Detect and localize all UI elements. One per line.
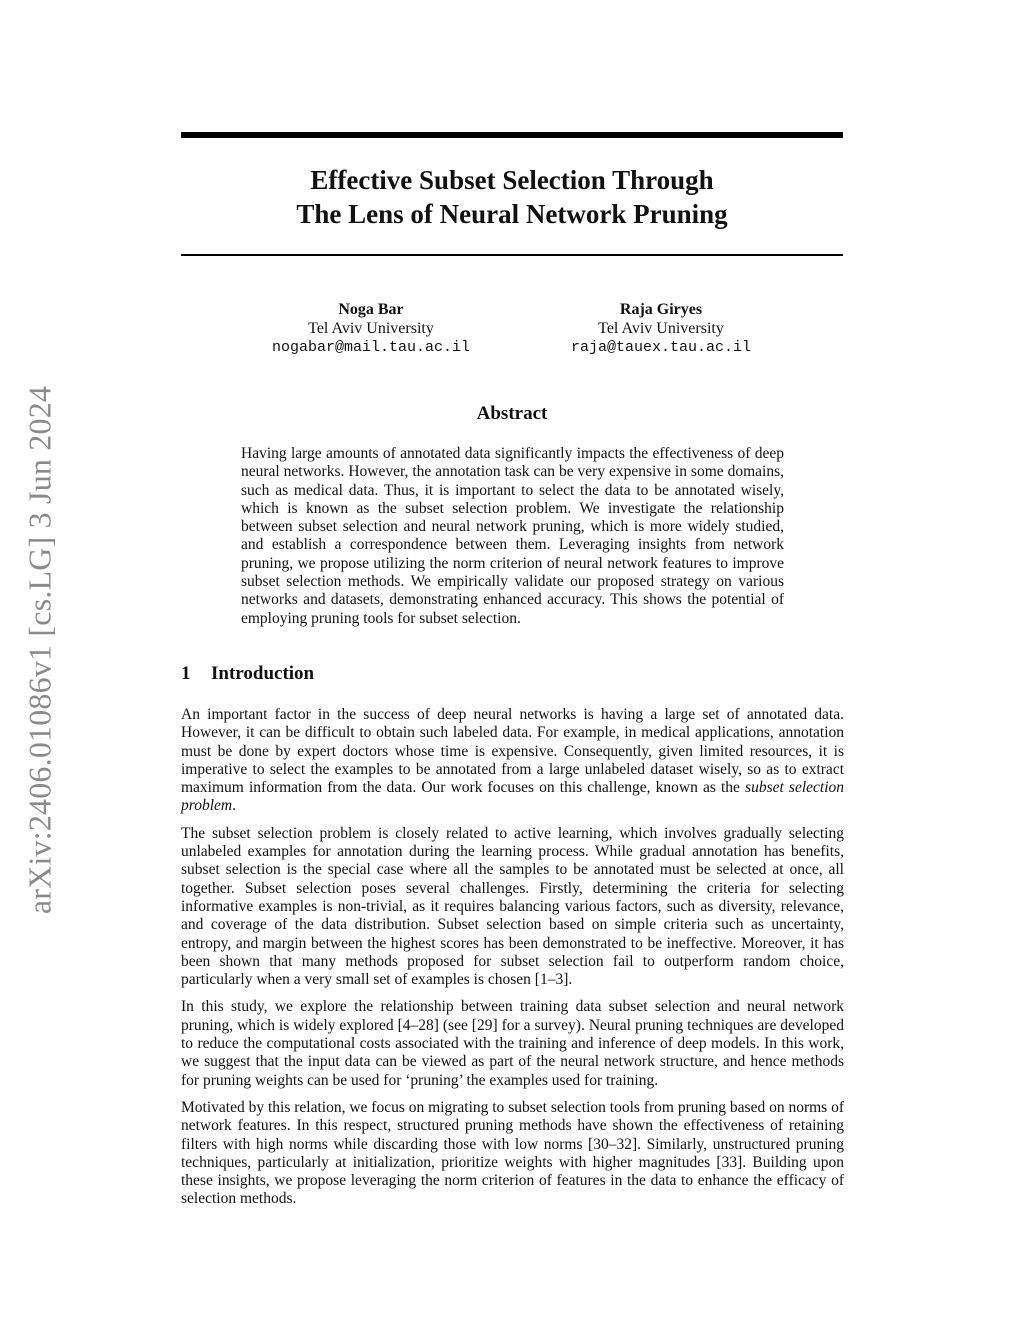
title-rule-top	[181, 132, 843, 138]
author-name: Raja Giryes	[619, 301, 703, 318]
section-heading	[181, 663, 314, 685]
paper-title	[181, 163, 843, 231]
abstract-heading: Abstract	[476, 403, 548, 424]
author-name: Noga Bar	[338, 301, 404, 318]
emphasis-term: subset selection problem	[181, 779, 845, 815]
paper-title-line-1: Effective Subset Selection Through	[310, 165, 714, 195]
paragraph: The subset selection problem is closely related to active learning, which involves gradually selecting unlabeled examples for annotation during the learning process. While gradual annotation has benefits, subset selection is the special case where all the samples to be annotated must be selected at once, all together. Subset selection poses several challenges. Firstly, determining the criteria for selecting informative examples is non-trivial, as it requires balancing various factors, such as diversity, relevance, and coverage of the data distribution. Subset selection based on simple criteria such as uncertainty, entropy, and margin between the highest scores has been demonstrated to be ineffective. Moreover, it has been shown that many methods proposed for subset selection fail to outperform random choice, particularly when a very small set of examples is chosen [1–3].	[181, 824, 844, 989]
paper-title-line-2: The Lens of Neural Network Pruning	[296, 199, 728, 229]
author-email: nogabar@mail.tau.ac.il	[271, 339, 471, 356]
author-block	[531, 300, 791, 357]
section-number: 1	[181, 663, 191, 684]
author-block	[241, 300, 501, 357]
introduction-body	[181, 706, 844, 1218]
author-affiliation: Tel Aviv University	[308, 320, 434, 337]
paragraph-text: An important factor in the success of deep neural networks is having a large set of annotated data. However, it can be difficult to obtain such labeled data. For example, in medical applications, annotation must be done by expert doctors whose time is expensive. Consequently, given limited resources, it is imperative to select the examples to be annotated from a large unlabeled dataset wisely, so as to extract maximum information from the data. Our work focuses on this challenge, known as the	[181, 706, 844, 797]
arxiv-identifier: arXiv:2406.01086v1 [cs.LG] 3 Jun 2024	[21, 385, 58, 915]
paragraph	[181, 706, 844, 816]
author-affiliation: Tel Aviv University	[598, 320, 724, 337]
section-title: Introduction	[211, 663, 315, 684]
title-rule-bottom	[181, 254, 843, 256]
paragraph: Motivated by this relation, we focus on migrating to subset selection tools from pruning based on norms of network features. In this respect, structured pruning methods have shown the effectiveness of retaining filters with high norms while discarding those with low norms [30–32]. Similarly, unstructured pruning techniques, particularly at initialization, prioritize weights with higher magnitudes [33]. Building upon these insights, we propose leveraging the norm criterion of features in the data to enhance the efficacy of selection methods.	[181, 1098, 844, 1208]
abstract-text: Having large amounts of annotated data significantly impacts the effectiveness of deep neural networks. However, the annotation task can be very expensive in some domains, such as medical data. Thus, it is important to select the data to be annotated wisely, which is known as the subset selection problem. We investigate the relationship between subset selection and neural network pruning, which is more widely studied, and establish a correspondence between them. Leveraging insights from network pruning, we propose utilizing the norm criterion of neural network features to improve subset selection methods. We empirically validate our proposed strategy on various networks and datasets, demonstrating enhanced accuracy. This shows the potential of employing pruning tools for subset selection.	[241, 445, 784, 627]
author-email: raja@tauex.tau.ac.il	[570, 339, 752, 356]
paragraph: In this study, we explore the relationship between training data subset selection and neural network pruning, which is widely explored [4–28] (see [29] for a survey). Neural pruning techniques are developed to reduce the computational costs associated with the training and inference of deep models. In this work, we suggest that the input data can be viewed as part of the neural network structure, and hence methods for pruning weights can be used for ‘pruning’ the examples used for training.	[181, 998, 844, 1089]
paragraph-text: .	[232, 797, 236, 815]
